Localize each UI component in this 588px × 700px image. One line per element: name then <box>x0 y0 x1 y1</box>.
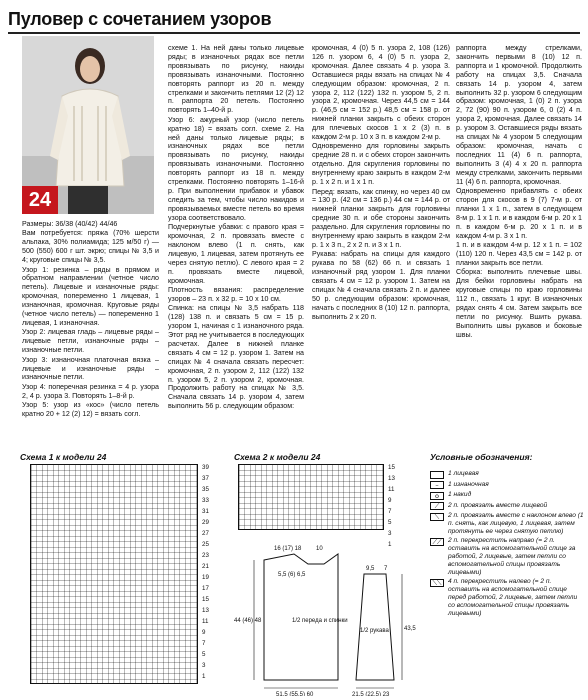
pattern-3-paragraph: Узор 3: изнаночная платочная вязка – лицевые и изнаночные ряды – изнаночные петли. <box>22 355 159 382</box>
scheme1-row-number: 21 <box>202 563 209 570</box>
scheme2-row-numbers <box>388 462 395 550</box>
legend-item-label: 1 лицевая <box>448 470 479 477</box>
scheme2-row-number: 11 <box>388 486 395 493</box>
scheme1-row-number: 17 <box>202 585 209 592</box>
scheme1-row-number: 7 <box>202 640 206 647</box>
legend-item <box>430 512 584 535</box>
measure-1: 16 (17) 18 <box>274 546 302 552</box>
legend-item-label: 1 изнаночная <box>448 480 489 488</box>
measure-8: 7 <box>384 566 388 572</box>
scheme1-row-number: 13 <box>202 607 209 614</box>
legend-symbol-icon: ⟋⟋ <box>430 538 444 546</box>
scheme2-row-number: 3 <box>388 530 392 537</box>
legend-item-label: 1 накид <box>448 491 472 498</box>
pattern-2-paragraph: Узор 2: лицевая гладь – лицевые ряды – лицевые петли, изнаночные ряды – изнаночные петли. <box>22 328 159 355</box>
measure-9: 21,5 (22,5) 23 <box>352 692 390 696</box>
scheme2-row-number: 5 <box>388 519 392 526</box>
scheme1-row-numbers <box>202 462 209 682</box>
text-column-2 <box>168 44 304 412</box>
back-continued-paragraph: кромочная, 4 (0) 5 п. узора 2, 108 (126) 126 п. узором 6, 4 (0) 5 п. узора 2, кромочная. Далее связать 4 р. узора 3. Оставшиеся ряды вязать на спицах № 4 следующим образом: кромочная, 2 п. узора 2, 112 (122) 132 п. узором 5, 2 п. узора 2, кромочная. Через 44,5 см = 144 р. (46,5 см = 152 р.) 48,5 см = 158 р. от нижней планки закрыть с обеих сторон для плечевых скосов 1 х 2 (3) п. в каждом 2-м р. 10 х 3 п. в каждом 2-м р. <box>312 44 450 142</box>
pattern-5-paragraph: Узор 5: узор из «кос» (число петель кратно 20 + 12 (2) 12) = вязать согл. <box>22 401 159 419</box>
scheme1-row-number: 19 <box>202 574 209 581</box>
legend-item-label: 2 п. перекрестить направо (= 2 п. оставить на вспомогательной спице за работой, 2 лицевые, затем петли со вспомогательной спицы провязать лицевыми) <box>448 537 576 576</box>
bind-off-paragraph: 1 п. и в каждом 4-м р. 12 х 1 п. = 102 (110) 120 п. Через 43,5 см = 142 р. от планки закрыть все петли. <box>456 240 582 267</box>
legend-item <box>430 481 584 490</box>
scheme1-row-number: 29 <box>202 519 209 526</box>
legend-symbol-icon: o <box>430 492 444 500</box>
sleeve-label: 1/2 рукава <box>360 628 389 634</box>
sizes-paragraph: Размеры: 36/38 (40/42) 44/46 <box>22 220 118 228</box>
scheme1-row-number: 3 <box>202 662 206 669</box>
measure-3: 44 (46) 48 <box>234 618 262 624</box>
scheme1-row-number: 27 <box>202 530 209 537</box>
scheme2-row-number: 7 <box>388 508 392 515</box>
scheme1-row-number: 23 <box>202 552 209 559</box>
scheme1-row-number: 5 <box>202 651 206 658</box>
scheme1-chart-grid <box>30 464 198 684</box>
scheme1-title: Схема 1 к модели 24 <box>20 452 107 462</box>
measure-5: 51,5 (55,5) 60 <box>276 692 314 696</box>
back-paragraph: Спинка: на спицы № 3,5 набрать 118 (128) 138 п. и связать 5 см = 15 р. узором 1, начиная с 1 изнаночного ряда. Этот ряд не учитывается в последующих расчетах. Далее в нижней планке связать 4 см = 12 р. узором 1. Затем на спицах № 4 сначала связать пересчет: кромочная, 2 п. узором 2, 112 (122) 132 п. узором 5, 2 п. узором 2, кромочная. Продолжить работу на спицах № 3,5. Сначала связать 14 р. узором 4, затем выполнить 56 р. следующим образом: <box>168 304 304 411</box>
garment-schematic <box>234 540 422 696</box>
scheme1-row-number: 31 <box>202 508 209 515</box>
legend-title: Условные обозначения: <box>430 452 533 462</box>
legend <box>430 470 584 619</box>
scheme1-row-number: 11 <box>202 618 209 625</box>
legend-item <box>430 578 584 617</box>
scheme2-row-number: 9 <box>388 497 392 504</box>
measure-2: 10 <box>316 546 323 552</box>
legend-item <box>430 537 584 576</box>
front-label: 1/2 переда и спинки <box>292 618 348 624</box>
scheme2-row-number: 13 <box>388 475 395 482</box>
scheme2-row-number: 1 <box>388 541 392 548</box>
scheme1-row-number: 1 <box>202 673 206 680</box>
page-title: Пуловер с сочетанием узоров <box>8 9 272 29</box>
pattern-6-paragraph: Узор 6: ажурный узор (число петель кратно 18) = вязать согл. схеме 2. На ней даны только лицевые ряды; в изнаночных рядах все петли провязывать по рисунку, накиды провязывать изнаночными. Постоянно повторять раппорт из 18 п. между стрелками. Постоянно повторять 1–16-й р. При выполнении прибавок и убавок следить за тем, чтобы число накидов и провязываемых вместе петель во время узора соответствовало. <box>168 115 304 222</box>
legend-symbol-icon: ⟍⟍ <box>430 579 444 587</box>
assembly-paragraph: Сборка: выполнить плечевые швы. Для бейки горловины набрать на круговые спицы по краю горловины 112 п., связать 1 круг. В изнаночных рядах снять 4 см. Затем закрыть все петли по рисунку. Вшить рукава. Выполнить швы рукавов и боковые швы. <box>456 268 582 339</box>
text-column-3 <box>312 44 450 322</box>
scheme1-row-number: 15 <box>202 596 209 603</box>
measure-6: 43,5 <box>404 626 416 632</box>
neckline-paragraph: Одновременно для горловины закрыть средние 28 п. и с обеих сторон закончить отдельно. Для скругления горловины по внутреннему краю закрыть в каждом 2-м р. 1 х 2 п. и 1 х 1 п. <box>312 142 450 187</box>
legend-item <box>430 502 584 511</box>
sleeves-paragraph: Рукава: набрать на спицы для каждого рукава по 58 (62) 66 п. и связать 1 изнаночный ряд узором 1. Для планки связать 4 см = 12 р. узором 1. Затем на спицах № 4 сначала связать 2 п. и далее 50 р. следующим образом: кромочная, начать с последних 8 (10) 12 п. раппорта, выполнить 2 х 20 п. <box>312 250 450 321</box>
scheme1-row-number: 37 <box>202 475 209 482</box>
gauge-paragraph: Плотность вязания: распределение узоров – 23 п. х 32 р. = 10 х 10 см. <box>168 285 304 303</box>
legend-item <box>430 470 584 479</box>
legend-symbol-icon: – <box>430 481 444 489</box>
front-paragraph: Перед: вязать, как спинку, но через 40 см = 130 р. (42 см = 136 р.) 44 см = 144 р. от нижней планки закрыть для горловины средние 30 п. и обе стороны закончить раздельно. Для скругления горловины по внутреннему краю закрыть в каждом 2-м р. 1 х 3 п., 2 х 2 п. и 3 х 1 п. <box>312 187 450 249</box>
schematic-drawing <box>234 540 422 696</box>
materials-paragraph: Вам потребуется: пряжа (70% шерсти альпака, 30% полиамида; 125 м/50 г) — 500 (550) 600 г шт. экрю; спицы № 3,5 и 4; круговые спицы № 3,5. <box>22 229 159 265</box>
legend-item <box>430 491 584 500</box>
legend-item-label: 2 п. провязать вместе с наклоном влево (1 п. снять, как лицевую, 1 лицевая, затем протянуть ее через снятую петлю) <box>448 512 584 535</box>
scheme1-row-number: 9 <box>202 629 206 636</box>
legend-symbol-icon <box>430 471 444 479</box>
decreases-paragraph: Подчеркнутые убавки: с правого края = кромочная, 2 п. провязать вместе с наклоном влево (1 п. снять, как лицевую, 1 лицевая, затем протянуть ее через снятую петлю). С левого края = 2 п. провязать вместе лицевой, кромочная. <box>168 223 304 285</box>
legend-item-label: 2 п. провязать вместе лицевой <box>448 501 548 509</box>
measure-4: 5,5 (6) 6,5 <box>278 572 306 578</box>
scheme2-row-number: 15 <box>388 464 395 471</box>
sleeves-continued-paragraph: раппорта между стрелками, закончить первыми 8 (10) 12 п. раппорта и 1 кромочной. Продолжить работу на спицах 3,5. Сначала связать 14 р. узором 4, затем выполнить 32 р. узором 6 следующим образом: кромочная, 1 (0) 2 п. узора 2, 72 (90) 90 п. узором 6, 0 (2) 4 п. узора 2, кромочная. Далее связать 14 р. узором 3. Оставшиеся ряды вязать на спицах № 4 узором 5 следующим образом: кромочная, начать с последних 11 (4) 6 п. раппорта, выполнить 3 (4) 4 х 20 п. раппорта между стрелками, закончить первыми 11 (4) 6 п. раппорта, кромочная. <box>456 44 582 186</box>
text-column-4 <box>456 44 582 340</box>
measure-7: 9,5 <box>366 566 375 572</box>
scheme1-row-number: 33 <box>202 497 209 504</box>
legend-item-label: 4 п. перекрестить налево (= 2 п. оставить на вспомогательной спице перед работой, 2 лицевые, затем петли со вспомогательной спицы провязать лицевыми) <box>448 578 578 617</box>
title-divider <box>8 32 580 34</box>
increases-paragraph: Одновременно прибавлять с обеих сторон для скосов в 9 (7) 7-м р. от планки 1 х 1 п., затем в следующем 8-м р. 1 х 1 п. и в каждом 6-м р. 20 х 1 п. в каждом 6-м р. 20 х 1 п. и в каждом 4-м р. 3 х 1 п. <box>456 187 582 240</box>
pattern-4-paragraph: Узор 4: поперечная резинка = 4 р. узора 2, 4 р. узора 3. Повторять 1–8-й р. <box>22 382 159 400</box>
scheme2-title: Схема 2 к модели 24 <box>234 452 321 462</box>
scheme1-row-number: 39 <box>202 464 209 471</box>
legend-symbol-icon: ⟍ <box>430 513 444 521</box>
model-number-badge: 24 <box>22 186 58 214</box>
scheme1-row-number: 25 <box>202 541 209 548</box>
scheme1-note: схеме 1. На ней даны только лицевые ряды; в изнаночных рядах все петли провязывать по рисунку, накиды провязывать изнаночными. Постоянно повторять раппорт из 20 п. между стрелками и закончить петлями 12 (2) 12 п. раппорта 20 петель. Постоянно повторять 1–40-й р. <box>168 44 304 115</box>
scheme2-chart-grid <box>238 464 384 530</box>
scheme1-row-number: 35 <box>202 486 209 493</box>
text-column-1 <box>22 220 159 419</box>
pattern-1-paragraph: Узор 1: резинка – ряды в прямом и обратном направлении (четное число петель). Лицевые и изнаночные ряды: кромочная, попеременно 1 лицевая, 1 изнаночная, кромочная. Круговые ряды (четное число петель) — попеременно 1 лицевая, 1 изнаночная. <box>22 265 159 327</box>
legend-symbol-icon: ⟋ <box>430 502 444 510</box>
